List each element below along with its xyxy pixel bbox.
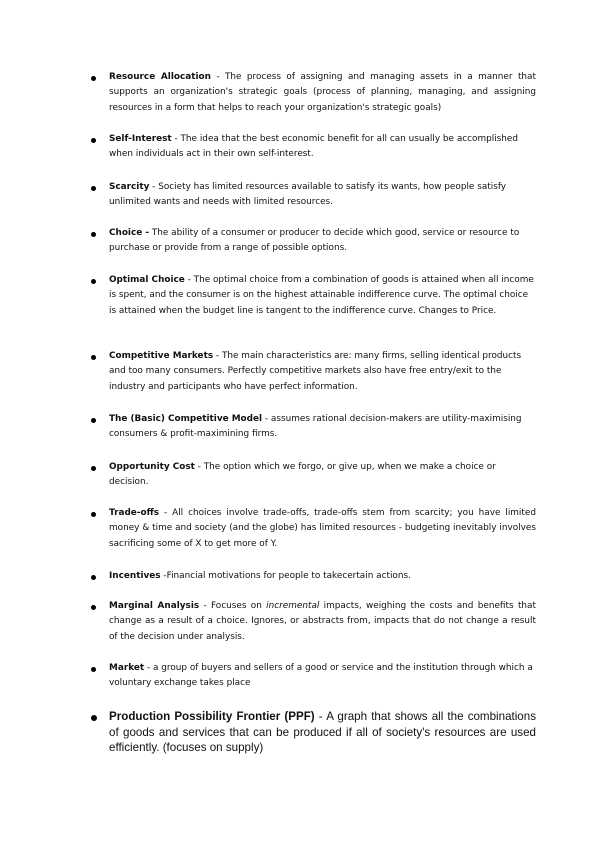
term-entry-optimal-choice xyxy=(91,273,536,319)
term-name: Competitive Markets xyxy=(109,351,214,361)
term-entry-ppf xyxy=(91,709,536,756)
term-definition-end: impacts, weighing the costs and benefits that change as a result of a choice. Ignores, or abstracts from, impacts that do not change a result of the decision under analysis. xyxy=(109,601,536,642)
bullet-icon xyxy=(91,355,96,360)
term-separator: - xyxy=(199,601,212,611)
term-name: The (Basic) Competitive Model xyxy=(109,414,263,424)
term-separator: - xyxy=(194,462,204,472)
term-definition: The process of assigning and managing assets in a manner that supports an organization's strategic goals (process of planning, managing, and assigning resources in a form that helps to reach your organization's strategic goals) xyxy=(109,72,536,113)
term-definition: All choices involve trade-offs, trade-offs stem from scarcity; you have limited money & time and society (and the globe) has limited resources - budgeting inevitably involves sacrificing some of X to get more of Y. xyxy=(109,508,536,549)
bullet-icon xyxy=(91,715,97,721)
term-separator: - xyxy=(262,414,271,424)
term-separator: - xyxy=(184,275,194,285)
term-definition: The ability of a consumer or producer to decide which good, service or resource to purchase or provide from a range of possible options. xyxy=(109,228,520,254)
bullet-icon xyxy=(91,466,96,471)
term-separator: - xyxy=(213,351,222,361)
term-definition: The main characteristics are: many firms, selling identical products and too many consumers. Perfectly competitive markets also have free entry/exit to the industry and participants who have perfect information. xyxy=(109,351,522,392)
term-definition: The idea that the best economic benefit for all can usually be accomplished when individuals act in their own self-interest. xyxy=(109,134,519,160)
bullet-icon xyxy=(91,232,96,237)
entry-text xyxy=(109,412,536,443)
entry-text xyxy=(109,599,536,645)
term-definition: The optimal choice from a combination of goods is attained when all income is spent, and the consumer is on the highest attainable indifference curve. The optimal choice is attained when the budget line is tangent to the indifference curve. Changes to Price. xyxy=(109,275,534,316)
entry-text xyxy=(109,349,536,395)
term-separator: - xyxy=(159,508,173,518)
term-entry-market xyxy=(91,661,536,692)
term-definition: Financial motivations for people to takecertain actions. xyxy=(166,571,411,581)
term-entry-competitive-markets xyxy=(91,349,536,395)
term-definition-emphasis: incremental xyxy=(266,601,320,611)
bullet-icon xyxy=(91,186,96,191)
term-entry-resource-allocation xyxy=(91,70,536,116)
entry-text xyxy=(109,569,536,584)
entry-text xyxy=(109,661,536,692)
term-name: Optimal Choice xyxy=(109,275,185,285)
term-separator: - xyxy=(160,571,167,581)
term-definition: assumes rational decision-makers are utility-maximising consumers & profit-maximining firms. xyxy=(109,414,522,440)
bullet-icon xyxy=(91,667,96,672)
term-entry-opportunity-cost xyxy=(91,460,536,491)
bullet-icon xyxy=(91,279,96,284)
term-definition-start: Focuses on xyxy=(211,601,267,611)
term-entry-trade-offs xyxy=(91,506,536,552)
bullet-icon xyxy=(91,605,96,610)
term-separator: - xyxy=(149,182,159,192)
entry-text xyxy=(109,226,536,257)
term-name: Self-Interest xyxy=(109,134,172,144)
term-separator: - xyxy=(314,710,327,723)
entry-text xyxy=(109,70,536,116)
bullet-icon xyxy=(91,76,96,81)
term-entry-choice xyxy=(91,226,536,257)
term-separator: - xyxy=(210,72,225,82)
term-name: Trade-offs xyxy=(109,508,160,518)
term-definition: A graph that shows all the combinations of goods and services that can be produced if all of society's resources are used efficiently. (focuses on supply) xyxy=(109,710,537,755)
entry-text xyxy=(109,460,536,491)
bullet-icon xyxy=(91,418,96,423)
bullet-icon xyxy=(91,138,96,143)
term-name: Choice - xyxy=(109,228,150,238)
term-definition: The option which we forgo, or give up, when we make a choice or decision. xyxy=(109,462,496,488)
term-name: Opportunity Cost xyxy=(109,462,195,472)
term-name: Production Possibility Frontier (PPF) xyxy=(109,710,315,723)
term-name: Incentives xyxy=(109,571,161,581)
entry-text xyxy=(109,506,536,552)
term-separator: - xyxy=(171,134,181,144)
term-name: Resource Allocation xyxy=(109,72,211,82)
entry-text xyxy=(109,132,536,163)
term-entry-competitive-model xyxy=(91,412,536,443)
term-name: Marginal Analysis xyxy=(109,601,200,611)
bullet-icon xyxy=(91,512,96,517)
term-definition: Society has limited resources available to satisfy its wants, how people satisfy unlimited wants and needs with limited resources. xyxy=(109,182,507,208)
term-definition: a group of buyers and sellers of a good or service and the institution through which a voluntary exchange takes place xyxy=(109,663,533,689)
term-name: Market xyxy=(109,663,145,673)
entry-text xyxy=(109,709,536,756)
term-separator: - xyxy=(144,663,153,673)
term-entry-incentives xyxy=(91,569,536,584)
term-entry-self-interest xyxy=(91,132,536,163)
term-entry-scarcity xyxy=(91,180,536,211)
entry-text xyxy=(109,180,536,211)
entry-text xyxy=(109,273,536,319)
bullet-icon xyxy=(91,575,96,580)
term-entry-marginal-analysis xyxy=(91,599,536,645)
term-name: Scarcity xyxy=(109,182,150,192)
